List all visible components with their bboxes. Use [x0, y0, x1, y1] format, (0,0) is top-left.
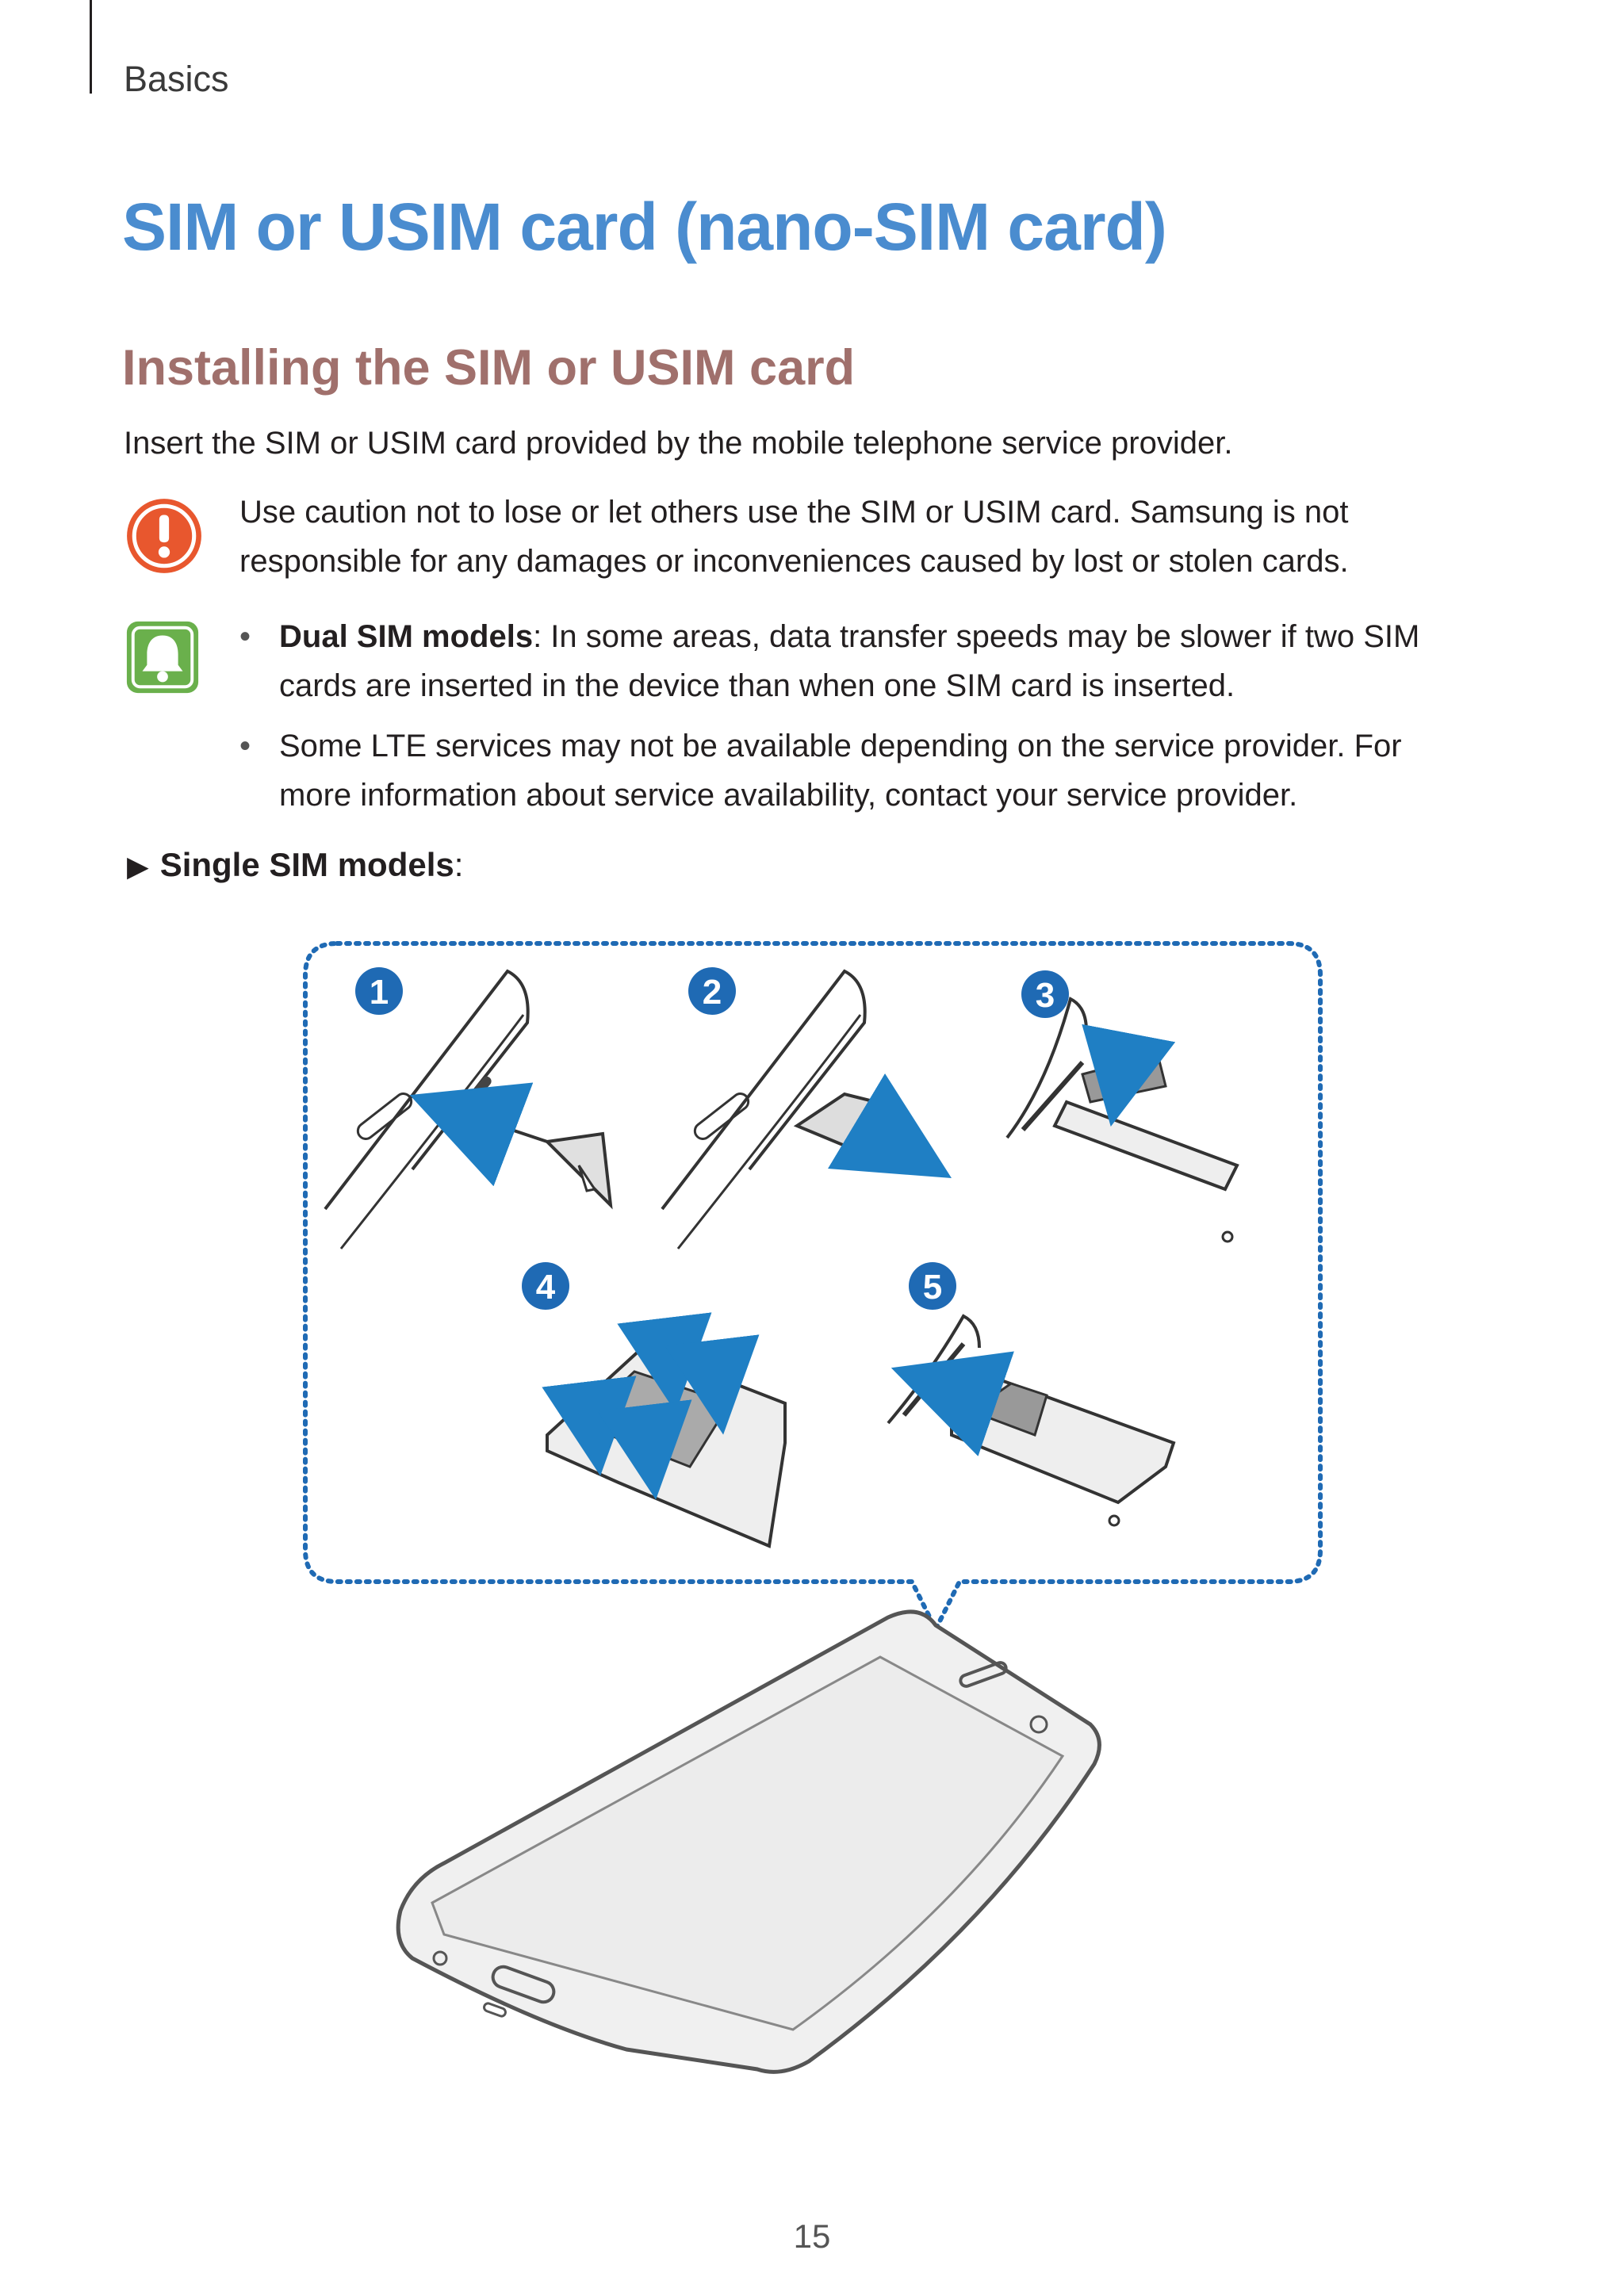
bullet-text: : In some areas, data transfer speeds may be slower if two SIM cards are inserted in the device than when one SIM card is inserted.: [279, 619, 1420, 703]
bullet-text: Some LTE services may not be available depending on the service provider. For more information about service availability, contact your service provider.: [279, 729, 1402, 813]
note-bullet-lte: [239, 721, 1477, 820]
triangle-right-icon: ▶: [127, 850, 149, 882]
header-rule: [90, 0, 92, 94]
dotted-callout-frame: [305, 943, 1320, 1629]
intro-text: Insert the SIM or USIM card provided by the mobile telephone service provider.: [124, 426, 1233, 461]
step-badge-2: [688, 967, 736, 1015]
single-sim-suffix: :: [454, 846, 464, 883]
step-number: 3: [1035, 976, 1055, 1015]
step-5-illustration: [888, 1316, 1174, 1525]
phone-illustration: [398, 1612, 1099, 2072]
page-title: SIM or USIM card (nano-SIM card): [122, 189, 1166, 264]
bullet-dot: •: [239, 619, 251, 654]
caution-text: Use caution not to lose or let others use the SIM or USIM card. Samsung is not responsible for any damages or inconveniences caused by lost or stolen cards.: [239, 495, 1349, 579]
step-badge-3: [1021, 970, 1069, 1018]
step-number: 4: [535, 1268, 556, 1307]
bullet-dot: •: [239, 729, 251, 763]
step-number: 1: [369, 973, 389, 1012]
caution-icon: [124, 496, 205, 576]
step-3-illustration: [1007, 999, 1237, 1242]
step-number: 2: [702, 973, 722, 1012]
section-subtitle: Installing the SIM or USIM card: [122, 340, 856, 396]
section-label: Basics: [124, 59, 229, 99]
step-4-illustration: [547, 1332, 785, 1546]
step-badge-1: [355, 967, 403, 1015]
step-number: 5: [922, 1268, 943, 1307]
note-bullet-dual-sim: [239, 612, 1477, 710]
page-number: 15: [793, 2218, 831, 2255]
step-1-illustration: [325, 971, 611, 1249]
bell-icon: [124, 618, 201, 696]
single-sim-label: Single SIM models: [159, 846, 454, 883]
step-2-illustration: [662, 971, 904, 1249]
sim-installation-illustration: [0, 928, 1624, 2101]
bullet-bold: Dual SIM models: [279, 619, 534, 654]
step-badge-5: [909, 1262, 956, 1310]
single-sim-heading: [127, 846, 463, 884]
step-badge-4: [522, 1262, 569, 1310]
